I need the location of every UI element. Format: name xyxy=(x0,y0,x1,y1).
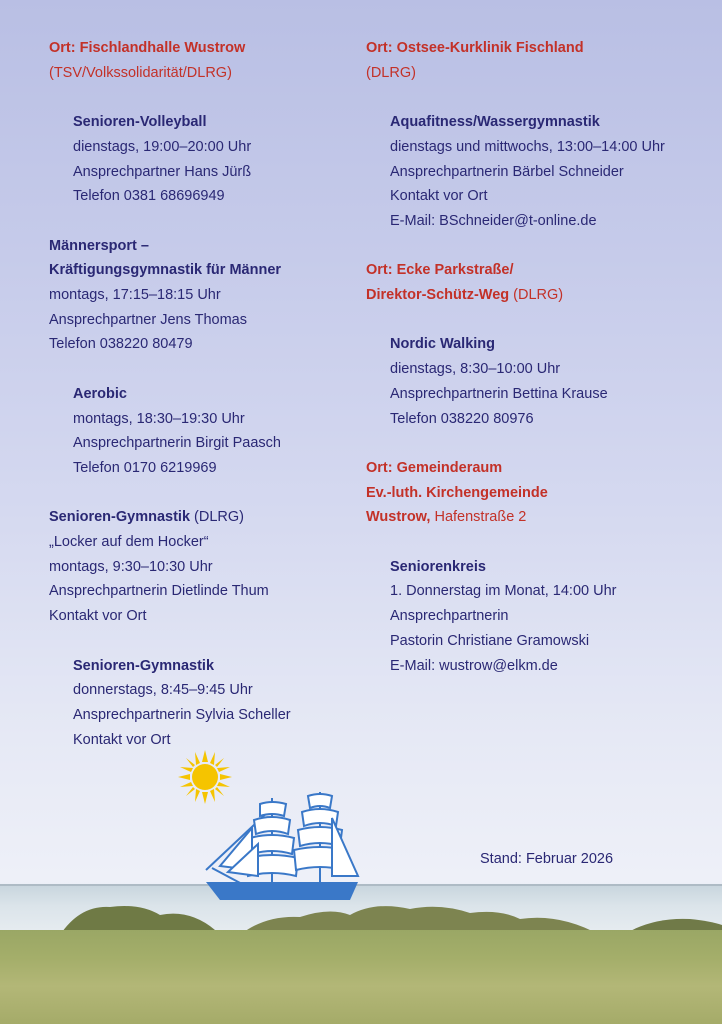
location-heading: Ort: Fischlandhalle Wustrow xyxy=(49,40,246,56)
left-column xyxy=(49,36,349,752)
activity-title: Senioren-Volleyball xyxy=(73,114,207,131)
activity-time: dienstags und mittwochs, 13:00–14:00 Uhr xyxy=(390,138,665,155)
activity-note: Kontakt vor Ort xyxy=(73,731,171,748)
organization-label: (DLRG) xyxy=(190,509,244,526)
right-column xyxy=(366,36,706,678)
status-date: Stand: Februar 2026 xyxy=(480,851,614,867)
activity-contact: Ansprechpartnerin Bettina Krause xyxy=(390,385,608,402)
activity-time: montags, 9:30–10:30 Uhr xyxy=(49,558,213,575)
activity-phone: Telefon 0381 68696949 xyxy=(73,188,225,205)
activity-note: Kontakt vor Ort xyxy=(49,608,147,625)
location-heading: Ort: Gemeinderaum xyxy=(366,459,503,476)
activity-time: donnerstags, 8:45–9:45 Uhr xyxy=(73,682,253,699)
location-address: Hafenstraße 2 xyxy=(430,509,527,526)
activity-time: montags, 18:30–19:30 Uhr xyxy=(73,410,245,427)
activity-title: Männersport – xyxy=(49,237,149,254)
activity-contact: Pastorin Christiane Gramowski xyxy=(390,632,590,649)
activity-title-continued: Kräftigungsgymnastik für Männer xyxy=(49,262,282,279)
activity-time: dienstags, 19:00–20:00 Uhr xyxy=(73,138,252,155)
activity-aquafitness xyxy=(366,110,706,234)
activity-time: montags, 17:15–18:15 Uhr xyxy=(49,287,221,303)
activity-title: Nordic Walking xyxy=(390,336,495,353)
activity-nordic-walking xyxy=(366,332,706,431)
activity-senioren-gymnastik-dlrg xyxy=(49,505,349,629)
activity-email[interactable]: E-Mail: wustrow@elkm.de xyxy=(390,657,558,674)
organization-label: (DLRG) xyxy=(509,287,564,303)
activity-contact: Ansprechpartnerin Dietlinde Thum xyxy=(49,583,269,600)
activity-subtitle: „Locker auf dem Hocker“ xyxy=(49,534,209,550)
activity-contact-role: Ansprechpartnerin xyxy=(390,608,509,625)
activity-contact: Ansprechpartner Hans Jürß xyxy=(73,163,252,180)
location-heading: Ort: Ostsee-Kurklinik Fischland xyxy=(366,40,584,56)
activity-maennersport xyxy=(49,234,349,358)
activity-contact: Ansprechpartnerin Birgit Paasch xyxy=(73,435,281,452)
organization-label: (DLRG) xyxy=(366,64,416,81)
activity-aerobic xyxy=(49,382,349,481)
activity-phone: Telefon 038220 80479 xyxy=(49,336,193,353)
activity-title: Aquafitness/Wassergymnastik xyxy=(390,114,600,131)
activity-title: Senioren-Gymnastik xyxy=(73,657,215,674)
activity-contact: Ansprechpartnerin Sylvia Scheller xyxy=(73,706,291,723)
activity-phone: Telefon 0170 6219969 xyxy=(73,459,217,476)
activity-senioren-volleyball xyxy=(49,110,349,209)
activity-title: Senioren-Gymnastik xyxy=(49,509,191,526)
activity-title: Seniorenkreis xyxy=(390,558,486,575)
meadow-background xyxy=(0,930,722,1024)
location-heading-town: Wustrow, xyxy=(366,509,431,526)
location-heading-continued: Ev.-luth. Kirchengemeinde xyxy=(366,484,548,501)
location-heading: Ort: Ecke Parkstraße/ xyxy=(366,262,514,279)
activity-time: dienstags, 8:30–10:00 Uhr xyxy=(390,361,561,378)
organization-label: (TSV/Volkssolidarität/DLRG) xyxy=(49,64,232,81)
activity-contact: Ansprechpartnerin Bärbel Schneider xyxy=(390,163,624,180)
activity-senioren-gymnastik xyxy=(49,654,349,753)
location-heading-continued: Direktor-Schütz-Weg xyxy=(366,287,510,303)
activity-time: 1. Donnerstag im Monat, 14:00 Uhr xyxy=(390,583,617,600)
activity-email[interactable]: E-Mail: BSchneider@t-online.de xyxy=(390,212,597,229)
activity-phone: Telefon 038220 80976 xyxy=(390,410,534,427)
activity-contact: Ansprechpartner Jens Thomas xyxy=(49,311,248,328)
sailing-ship-icon xyxy=(202,788,362,908)
activity-title: Aerobic xyxy=(73,385,127,402)
activity-seniorenkreis xyxy=(366,555,706,679)
activity-note: Kontakt vor Ort xyxy=(390,188,488,205)
